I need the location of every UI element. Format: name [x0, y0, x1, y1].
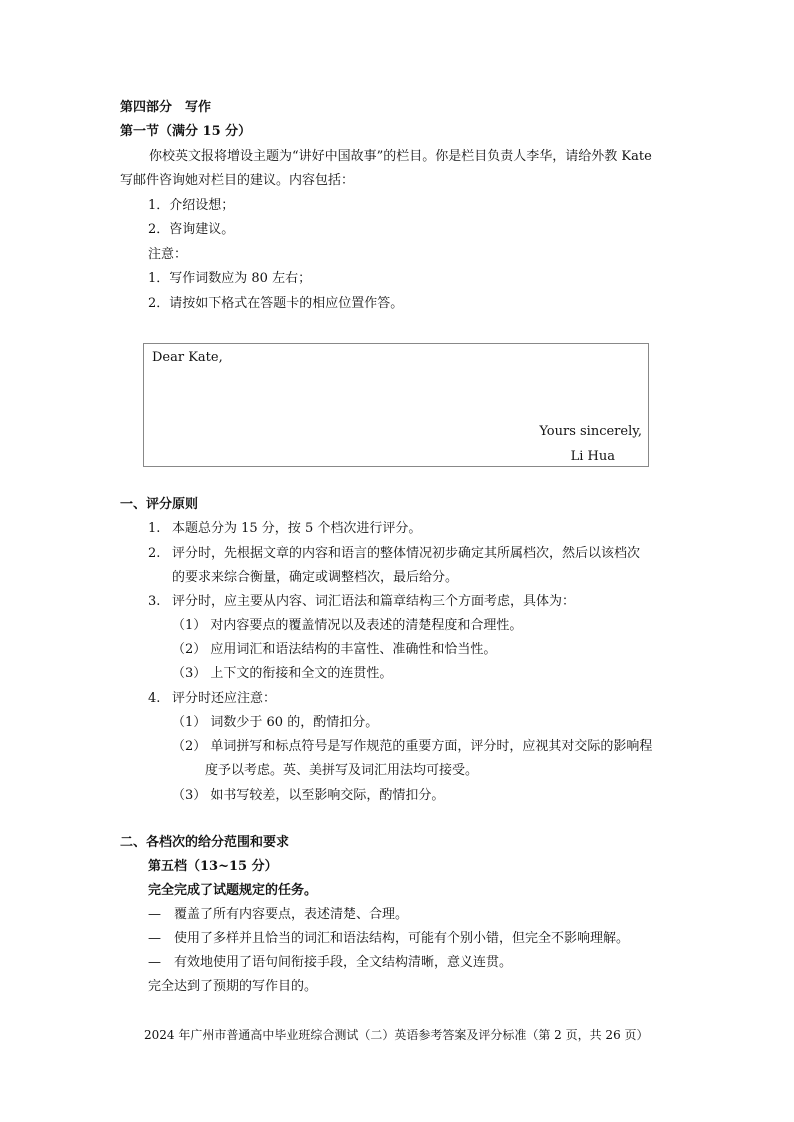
section-title: 第一节（满分 15 分） — [120, 124, 252, 139]
page-footer: 2024 年广州市普通高中毕业班综合测试（二）英语参考答案及评分标准（第 2 页，共 26 页） — [144, 1028, 649, 1042]
principle-number: 1. — [148, 521, 161, 536]
content-item: 2．咨询建议。 — [148, 222, 235, 237]
principle-number: 4. — [148, 691, 161, 706]
principle-text: 评分时还应注意： — [172, 691, 277, 706]
principle-text-cont: 的要求来综合衡量，确定或调整档次，最后给分。 — [172, 570, 459, 585]
principle-subitem-cont: 度予以考虑。英、美拼写及词汇用法均可接受。 — [205, 763, 479, 778]
principle-subitem: （1） 词数少于 60 的，酌情扣分。 — [172, 715, 379, 730]
letter-greeting: Dear Kate, — [152, 350, 223, 365]
part-title: 第四部分 写作 — [120, 100, 212, 115]
principle-text: 本题总分为 15 分，按 5 个档次进行评分。 — [172, 521, 422, 536]
principle-subitem: （3） 如书写较差，以至影响交际，酌情扣分。 — [172, 788, 445, 803]
prompt-line-1: 你校英文报将增设主题为“讲好中国故事”的栏目。你是栏目负责人李华，请给外教 Kate — [149, 149, 652, 164]
principle-subitem: （1） 对内容要点的覆盖情况以及表述的清楚程度和合理性。 — [172, 618, 523, 633]
principle-subitem: （2） 单词拼写和标点符号是写作规范的重要方面，评分时，应视其对交际的影响程 — [172, 739, 653, 754]
content-item: 1．介绍设想； — [148, 198, 235, 213]
band-summary: 完全完成了试题规定的任务。 — [148, 883, 318, 898]
principle-subitem: （3） 上下文的衔接和全文的连贯性。 — [172, 666, 393, 681]
principles-heading: 一、评分原则 — [120, 497, 199, 512]
band-title: 第五档（13~15 分） — [148, 859, 278, 874]
principle-text: 评分时，应主要从内容、词汇语法和篇章结构三个方面考虑，具体为： — [172, 594, 576, 609]
principle-number: 3. — [148, 594, 161, 609]
note-item: 1．写作词数应为 80 左右； — [148, 271, 312, 286]
band-conclusion: 完全达到了预期的写作目的。 — [148, 979, 318, 994]
letter-closing: Yours sincerely, — [539, 424, 642, 439]
prompt-line-2: 写邮件咨询她对栏目的建议。内容包括： — [120, 173, 355, 188]
letter-signature: Li Hua — [570, 449, 615, 464]
note-item: 2．请按如下格式在答题卡的相应位置作答。 — [148, 296, 404, 311]
ranges-heading: 二、各档次的给分范围和要求 — [120, 835, 290, 850]
principle-subitem: （2） 应用词汇和语法结构的丰富性、准确性和恰当性。 — [172, 642, 497, 657]
principle-text: 评分时，先根据文章的内容和语言的整体情况初步确定其所属档次，然后以该档次 — [172, 546, 641, 561]
band-bullet: — 使用了多样并且恰当的词汇和语法结构，可能有个别小错，但完全不影响理解。 — [148, 931, 630, 946]
band-bullet: — 有效地使用了语句间衔接手段，全文结构清晰，意义连贯。 — [148, 955, 513, 970]
band-bullet: — 覆盖了所有内容要点，表述清楚、合理。 — [148, 907, 409, 922]
principle-number: 2. — [148, 546, 161, 561]
notes-label: 注意： — [148, 247, 188, 262]
letter-format-box — [143, 343, 649, 467]
